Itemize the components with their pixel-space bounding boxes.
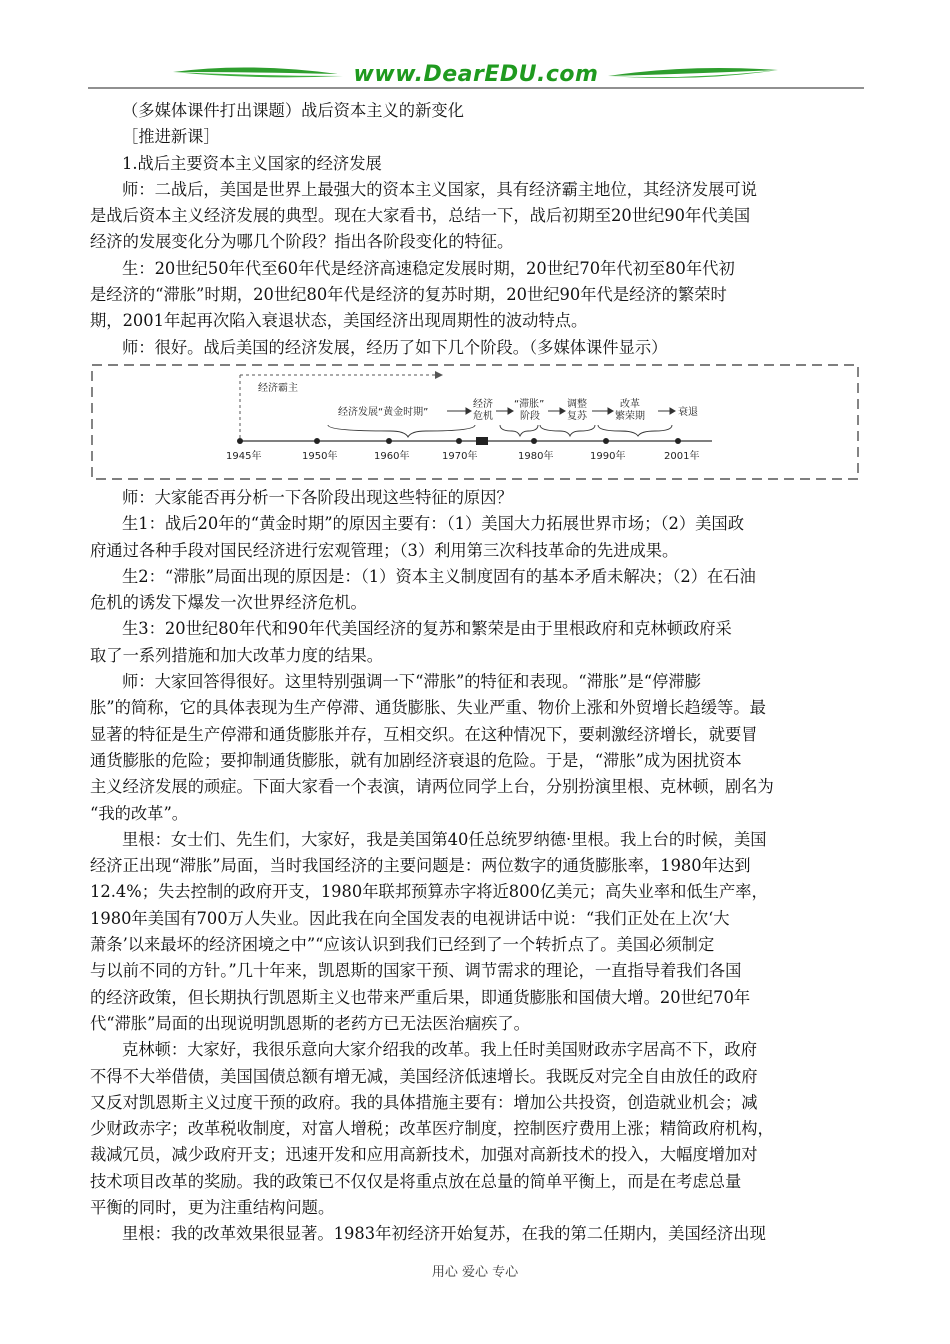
text-line: 通货膨胀的危险；要抑制通货膨胀，就有加剧经济衰退的危险。于是，“滞胀”成为困扰资本 — [90, 750, 742, 770]
timeline-year: 1960年 — [374, 450, 410, 462]
paragraph — [90, 616, 860, 669]
timeline-year: 1980年 — [518, 450, 554, 462]
text-line: 府通过各种手段对国民经济进行宏观管理；（3）利用第三次科技革命的先进成果。 — [90, 540, 679, 560]
timeline-stage: 衰退 — [678, 406, 698, 418]
timeline-year: 1945年 — [226, 450, 262, 462]
timeline-year: 2001年 — [664, 450, 700, 462]
text-line: 主义经济发展的顽症。下面大家看一个表演，请两位同学上台，分别扮演里根、克林顿，剧名为 — [90, 777, 774, 797]
timeline-year: 1990年 — [590, 450, 626, 462]
text-line: 经济正出现“滞胀”局面，当时我国经济的主要问题是：两位数字的通货膨胀率，1980年达到 — [90, 856, 751, 876]
text-line: 不得不大举借债，美国国债总额有增无减，美国经济低速增长。我既反对完全自由放任的政府 — [90, 1066, 758, 1086]
paragraph — [90, 827, 860, 1037]
text-line: 裁减冗员，减少政府开支；迅速开发和应用高新技术，加强对高新技术的投入，大幅度增加对 — [90, 1145, 758, 1165]
text-line: 克林顿：大家好，我很乐意向大家介绍我的改革。我上任时美国财政赤字居高不下，政府 — [122, 1040, 757, 1060]
timeline-stage: 危机 — [473, 410, 493, 422]
text-line: 是经济的“滞胀”时期，20世纪80年代是经济的复苏时期，20世纪90年代是经济的繁荣时 — [90, 285, 727, 305]
timeline-stage: 阶段 — [520, 410, 540, 422]
lesson-title: （多媒体课件打出课题）战后资本主义的新变化 — [122, 101, 464, 120]
site-logo[interactable]: www.DearEDU.com — [353, 62, 599, 87]
timeline-stage: 繁荣期 — [615, 410, 645, 422]
text-line: 期，2001年起再次陷入衰退状态，美国经济出现周期性的波动特点。 — [90, 311, 588, 331]
timeline-year: 1950年 — [302, 450, 338, 462]
text-line: “我的改革”。 — [90, 803, 189, 823]
document-body — [90, 98, 860, 1248]
paragraph — [90, 511, 860, 564]
text-line: 代“滞胀”局面的出现说明凯恩斯的老药方已无法医治痼疾了。 — [90, 1013, 530, 1033]
text-line: 生：20世纪50年代至60年代是经济高速稳定发展时期，20世纪70年代初至80年代初 — [122, 258, 735, 278]
section-heading: 1.战后主要资本主义国家的经济发展 — [122, 153, 382, 173]
timeline-stage: 调整 — [567, 398, 587, 410]
paragraph — [90, 564, 860, 617]
timeline-top-label: 经济霸主 — [258, 382, 298, 394]
timeline-stage: 复苏 — [567, 410, 587, 422]
paragraph: 师：大家能否再分析一下各阶段出现这些特征的原因？ — [122, 487, 513, 507]
text-line: 显著的特征是生产停滞和通货膨胀并存，互相交织。在这种情况下，要刺激经济增长，就要冒 — [90, 724, 758, 744]
text-line: 萧条’以来最坏的经济困境之中”“应该认识到我们已经到了一个转折点了。美国必须制定 — [90, 935, 715, 955]
economic-stages-timeline — [90, 363, 860, 483]
text-line: 1980年美国有700万人失业。因此我在向全国发表的电视讲话中说：“我们正处在上次‘大 — [90, 908, 730, 928]
timeline-stage: 改革 — [620, 398, 640, 410]
text-line: 里根：女士们、先生们，大家好，我是美国第40任总统罗纳德·里根。我上台的时候，美国 — [122, 829, 767, 849]
timeline-year: 1970年 — [442, 450, 478, 462]
text-line: 取了一系列措施和加大改革力度的结果。 — [90, 645, 384, 665]
text-line: 又反对凯恩斯主义过度干预的政府。我的具体措施主要有：增加公共投资，创造就业机会；减 — [90, 1092, 758, 1112]
paragraph — [90, 256, 860, 335]
paragraph — [90, 1037, 860, 1221]
text-line: 平衡的同时，更为注重结构问题。 — [90, 1197, 335, 1217]
paragraph: 里根：我的改革效果很显著。1983年初经济开始复苏，在我的第二任期内，美国经济出现 — [122, 1224, 766, 1244]
timeline-stage: 经济发展“黄金时期” — [338, 406, 429, 418]
text-line: 是战后资本主义经济发展的典型。现在大家看书，总结一下，战后初期至20世纪90年代美国 — [90, 206, 751, 226]
text-line: 少财政赤字；改革税收制度，对富人增税；改革医疗制度，控制医疗费用上涨；精简政府机构， — [90, 1119, 774, 1139]
text-line: 与以前不同的方针。”几十年来，凯恩斯的国家干预、调节需求的理论，一直指导着我们各国 — [90, 961, 742, 981]
text-line: 师：二战后，美国是世界上最强大的资本主义国家，具有经济霸主地位，其经济发展可说 — [122, 179, 757, 199]
paragraph — [90, 177, 860, 256]
text-line: 生1：战后20年的“黄金时期”的原因主要有：（1）美国大力拓展世界市场；（2）美国政 — [122, 514, 744, 534]
timeline-stage: “滞胀” — [514, 398, 545, 410]
text-line: 危机的诱发下爆发一次世界经济危机。 — [90, 593, 367, 613]
timeline-stage: 经济 — [473, 398, 493, 410]
site-header — [88, 60, 864, 94]
text-line: 技术项目改革的奖励。我的政策已不仅仅是将重点放在总量的简单平衡上，而是在考虑总量 — [90, 1171, 742, 1191]
text-line: 生3：20世纪80年代和90年代美国经济的复苏和繁荣是由于里根政府和克林顿政府采 — [122, 619, 732, 639]
paragraph: 师：很好。战后美国的经济发展，经历了如下几个阶段。（多媒体课件显示） — [122, 337, 668, 357]
text-line: 的经济政策，但长期执行凯恩斯主义也带来严重后果，即通货膨胀和国债大增。20世纪70年 — [90, 987, 751, 1007]
text-line: 12.4%；失去控制的政府开支，1980年联邦预算赤字将近800亿美元；高失业率和低生产率， — [90, 882, 768, 902]
text-line: 经济的发展变化分为哪几个阶段？指出各阶段变化的特征。 — [90, 232, 514, 252]
text-line: 胀”的简称，它的具体表现为生产停滞、通货膨胀、失业严重、物价上涨和外贸增长趋缓等。最 — [90, 698, 766, 718]
section-marker: ［推进新课］ — [122, 127, 220, 147]
text-line: 生2：“滞胀”局面出现的原因是：（1）资本主义制度固有的基本矛盾未解决；（2）在石油 — [122, 566, 756, 586]
text-line: 师：大家回答得很好。这里特别强调一下“滞胀”的特征和表现。“滞胀”是“停滞膨 — [122, 672, 701, 692]
paragraph — [90, 669, 860, 827]
page-footer: 用心 爱心 专心 — [431, 1265, 519, 1280]
